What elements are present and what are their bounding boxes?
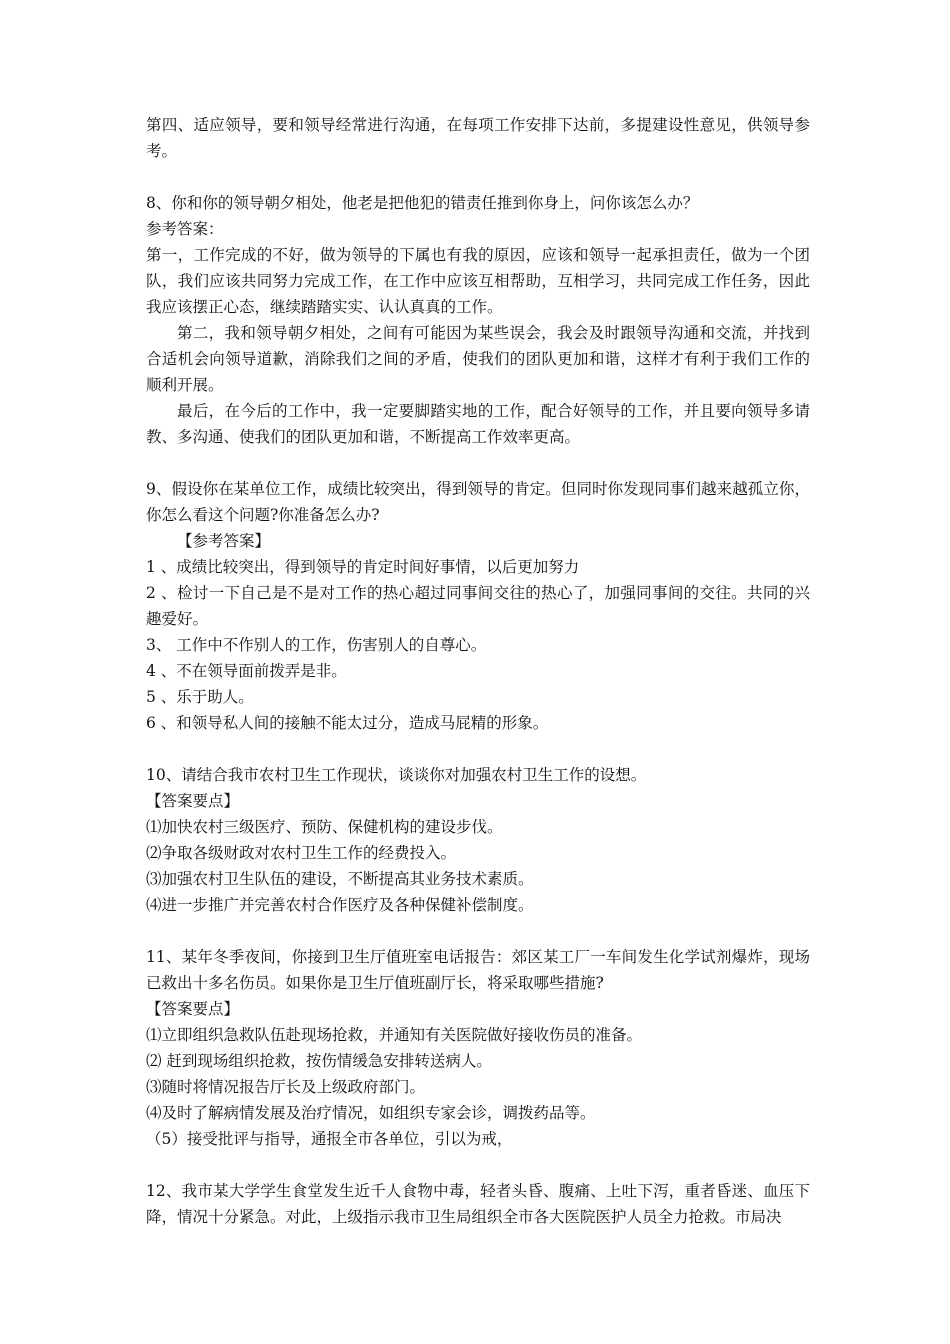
paragraph: ⑷及时了解病情发展及治疗情况，如组织专家会诊，调拨药品等。 [146,1104,596,1122]
paragraph: ⑷进一步推广并完善农村合作医疗及各种保健补偿制度。 [146,896,534,914]
paragraph: 10、请结合我市农村卫生工作现状，谈谈你对加强农村卫生工作的设想。 [146,766,647,784]
paragraph: 【参考答案】 [177,532,271,550]
paragraph: 11、某年冬季夜间，你接到卫生厅值班室电话报告：郊区某工厂一车间发生化学试剂爆炸，现场已救出十多名伤员。如果你是卫生厅值班副厅长，将采取哪些措施? [146,948,810,992]
paragraph: 第二，我和领导朝夕相处，之间有可能因为某些误会，我会及时跟领导沟通和交流，并找到合适机会向领导道歉，消除我们之间的矛盾，使我们的团队更加和谐，这样才有利于我们工作的顺利开展。 [146,324,810,394]
paragraph: ⑶随时将情况报告厅长及上级政府部门。 [146,1078,426,1096]
paragraph: 参考答案： [146,220,224,238]
paragraph-gap [146,450,810,476]
paragraph: 9、假设你在某单位工作，成绩比较突出，得到领导的肯定。但同时你发现同事们越来越孤立你，你怎么看这个问题?你准备怎么办? [146,480,810,524]
paragraph: 第四、适应领导，要和领导经常进行沟通，在每项工作安排下达前，多提建设性意见，供领导参考。 [146,116,810,160]
paragraph: （5）接受批评与指导，通报全市各单位，引以为戒， [146,1130,513,1148]
paragraph: 【答案要点】 [146,1000,240,1018]
paragraph-gap [146,1152,810,1178]
paragraph: 8、你和你的领导朝夕相处，他老是把他犯的错责任推到你身上，问你该怎么办？ [146,194,699,212]
paragraph: 最后，在今后的工作中，我一定要脚踏实地的工作，配合好领导的工作，并且要向领导多请教、多沟通、使我们的团队更加和谐，不断提高工作效率更高。 [146,402,810,446]
paragraph: ⑴加快农村三级医疗、预防、保健机构的建设步伐。 [146,818,503,836]
paragraph-gap [146,164,810,190]
paragraph: 2 、检讨一下自己是不是对工作的热心超过同事间交往的热心了，加强同事间的交往。共同的兴趣爱好。 [146,584,810,628]
paragraph: 3、 工作中不作别人的工作，伤害别人的自尊心。 [146,636,487,654]
paragraph: 6 、和领导私人间的接触不能太过分，造成马屁精的形象。 [146,714,549,732]
paragraph: 【答案要点】 [146,792,240,810]
paragraph: ⑴立即组织急救队伍赴现场抢救，并通知有关医院做好接收伤员的准备。 [146,1026,643,1044]
paragraph: 5 、乐于助人。 [146,688,254,706]
paragraph: 4 、不在领导面前拨弄是非。 [146,662,347,680]
paragraph: ⑵ 赶到现场组织抢救，按伤情缓急安排转送病人。 [146,1052,492,1070]
document-body [146,112,810,1230]
paragraph: 第一，工作完成的不好，做为领导的下属也有我的原因，应该和领导一起承担责任，做为一个团队，我们应该共同努力完成工作，在工作中应该互相帮助，互相学习，共同完成工作任务，因此我应该摆正心态，继续踏踏实实、认认真真的工作。 [146,246,810,316]
paragraph: ⑵争取各级财政对农村卫生工作的经费投入。 [146,844,457,862]
paragraph-gap [146,736,810,762]
paragraph: 1 、成绩比较突出，得到领导的肯定时间好事情，以后更加努力 [146,558,580,576]
paragraph: ⑶加强农村卫生队伍的建设，不断提高其业务技术素质。 [146,870,534,888]
paragraph-gap [146,918,810,944]
paragraph: 12、我市某大学学生食堂发生近千人食物中毒，轻者头昏、腹痛、上吐下泻，重者昏迷、血压下降，情况十分紧急。对此，上级指示我市卫生局组织全市各大医院医护人员全力抢救。市局决 [146,1182,810,1226]
